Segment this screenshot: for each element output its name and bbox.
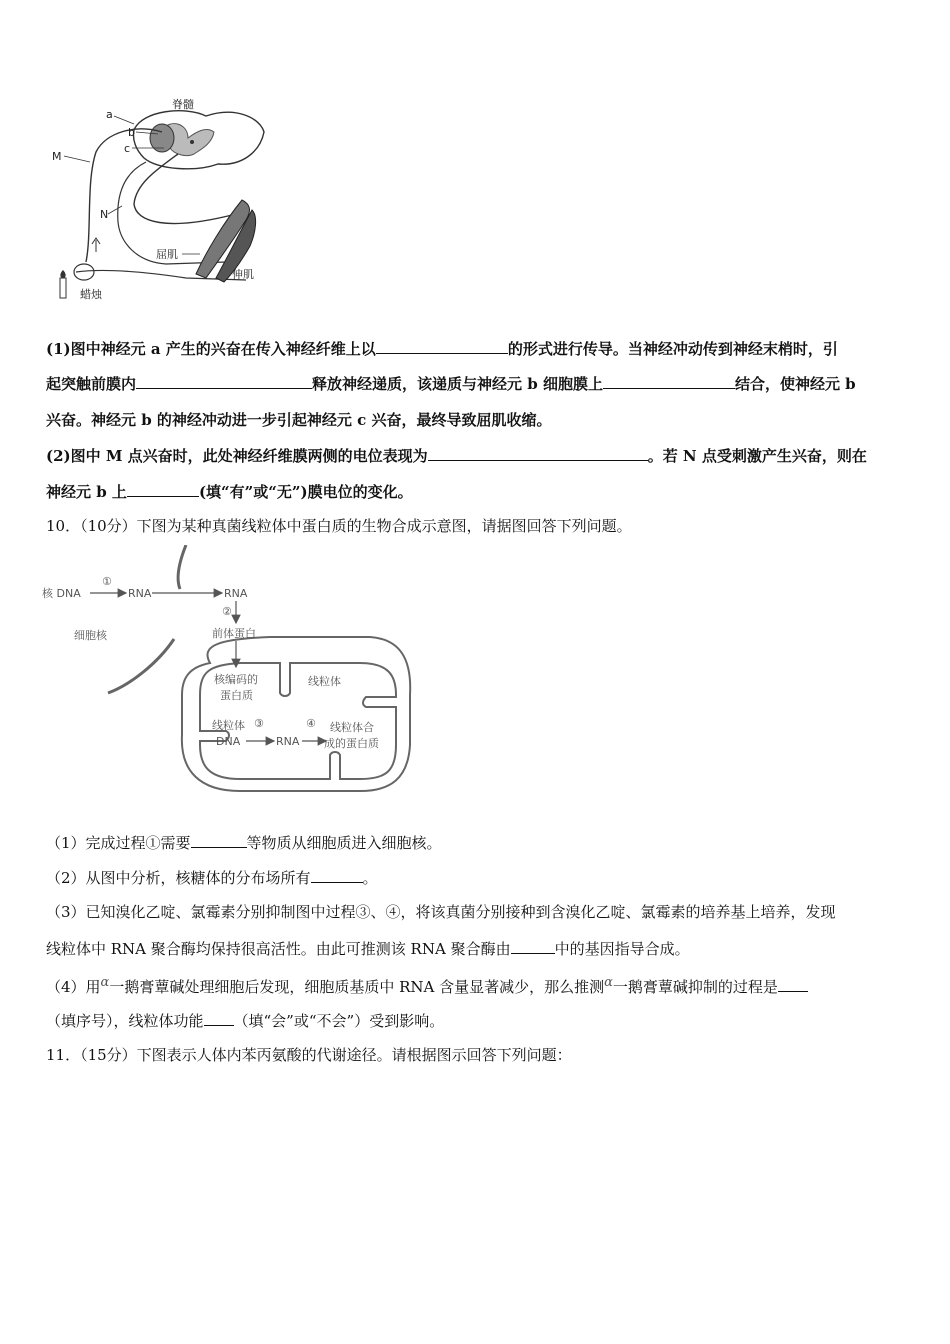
q10-sub2: （2）从图中分析，核糖体的分布场所有 。 bbox=[46, 869, 378, 887]
answer-blank[interactable] bbox=[778, 976, 808, 992]
label-candle: 蜡烛 bbox=[80, 288, 102, 301]
label-M: M bbox=[52, 150, 62, 163]
q10-sub1: （1）完成过程①需要 等物质从细胞质进入细胞核。 bbox=[46, 834, 442, 852]
label-c: c bbox=[124, 142, 131, 155]
arrow-icon bbox=[92, 238, 100, 252]
mito-protein-figure bbox=[40, 545, 420, 800]
q9-part2-line1: (2)图中 M 点兴奋时，此处神经纤维膜两侧的电位表现为 。若 N 点受刺激产生兴奋，则在 bbox=[46, 447, 867, 465]
q10-sub3-line2: 线粒体中 RNA 聚合酶均保持很高活性。由此可推测该 RNA 聚合酶由 中的基因指导合成。 bbox=[46, 940, 690, 958]
label-mito-protein-1: 线粒体合 bbox=[330, 721, 374, 734]
label-extensor: 伸肌 bbox=[232, 268, 254, 281]
central-canal bbox=[190, 140, 194, 144]
label-mito: 线粒体 bbox=[308, 675, 341, 688]
label-rna3: RNA bbox=[276, 735, 300, 748]
q9-part1-line2: 起突触前膜内 释放神经递质，该递质与神经元 b 细胞膜上 结合，使神经元 b bbox=[46, 375, 856, 393]
label-b: b bbox=[128, 126, 135, 139]
q9-part1-line1: (1)图中神经元 a 产生的兴奋在传入神经纤维上以 的形式进行传导。当神经冲动传到神经末梢时，引 bbox=[46, 340, 838, 358]
label-mito-dna-2: DNA bbox=[216, 735, 241, 748]
label-flexor: 屈肌 bbox=[156, 248, 178, 261]
answer-blank[interactable] bbox=[376, 338, 508, 354]
label-step3: ③ bbox=[254, 717, 264, 730]
q11-stem: 11．（15分）下图表示人体内苯丙氨酸的代谢途径。请根据图示回答下列问题： bbox=[46, 1046, 572, 1064]
label-a: a bbox=[106, 108, 113, 121]
q10-sub4-line2: （填序号），线粒体功能 （填“会”或“不会”）受到影响。 bbox=[46, 1012, 445, 1030]
nuclear-envelope-upper bbox=[178, 545, 186, 589]
q10-sub3-line1: （3）已知溴化乙啶、氯霉素分别抑制图中过程③、④，将该真菌分别接种到含溴化乙啶、氯霉素的培养基上培养，发现 bbox=[46, 903, 836, 921]
label-mito-protein-2: 成的蛋白质 bbox=[324, 737, 379, 750]
label-rna1: RNA bbox=[128, 587, 152, 600]
label-step2: ② bbox=[222, 605, 232, 618]
answer-blank[interactable] bbox=[603, 373, 735, 389]
answer-blank[interactable] bbox=[428, 445, 648, 461]
q10-sub4-line1: （4）用α一鹅膏蕈碱处理细胞后发现，细胞质基质中 RNA 含量显著减少，那么推测α一鹅膏蕈碱抑制的过程是 bbox=[46, 973, 808, 997]
answer-blank[interactable] bbox=[191, 832, 247, 848]
reflex-arc-figure bbox=[46, 92, 276, 304]
answer-blank[interactable] bbox=[136, 373, 312, 389]
q10-stem: 10．（10分）下图为某种真菌线粒体中蛋白质的生物合成示意图，请据图回答下列问题。 bbox=[46, 517, 632, 535]
label-step4: ④ bbox=[306, 717, 316, 730]
flame-icon bbox=[60, 270, 65, 278]
label-nuclear-encoded-2: 蛋白质 bbox=[220, 689, 253, 702]
answer-blank[interactable] bbox=[511, 938, 555, 954]
candle-icon bbox=[60, 278, 66, 298]
label-spine: 脊髓 bbox=[172, 98, 194, 111]
label-nuclear-encoded-1: 核编码的 bbox=[214, 673, 258, 686]
label-mito-dna-1: 线粒体 bbox=[212, 719, 245, 732]
label-nuclear-dna: 核 DNA bbox=[42, 587, 81, 600]
q9-part2-line2: 神经元 b 上 (填“有”或“无”)膜电位的变化。 bbox=[46, 483, 413, 501]
answer-blank[interactable] bbox=[127, 481, 199, 497]
label-N: N bbox=[100, 208, 109, 221]
label-precursor: 前体蛋白 bbox=[212, 627, 256, 640]
label-nucleus: 细胞核 bbox=[74, 629, 107, 642]
answer-blank[interactable] bbox=[204, 1010, 234, 1026]
mitochondrion-outer bbox=[182, 637, 410, 791]
q9-part1-line3: 兴奋。神经元 b 的神经冲动进一步引起神经元 c 兴奋，最终导致屈肌收缩。 bbox=[46, 411, 552, 429]
label-step1: ① bbox=[102, 575, 112, 588]
answer-blank[interactable] bbox=[311, 867, 363, 883]
nuclear-envelope-lower bbox=[108, 639, 174, 693]
label-rna2: RNA bbox=[224, 587, 248, 600]
